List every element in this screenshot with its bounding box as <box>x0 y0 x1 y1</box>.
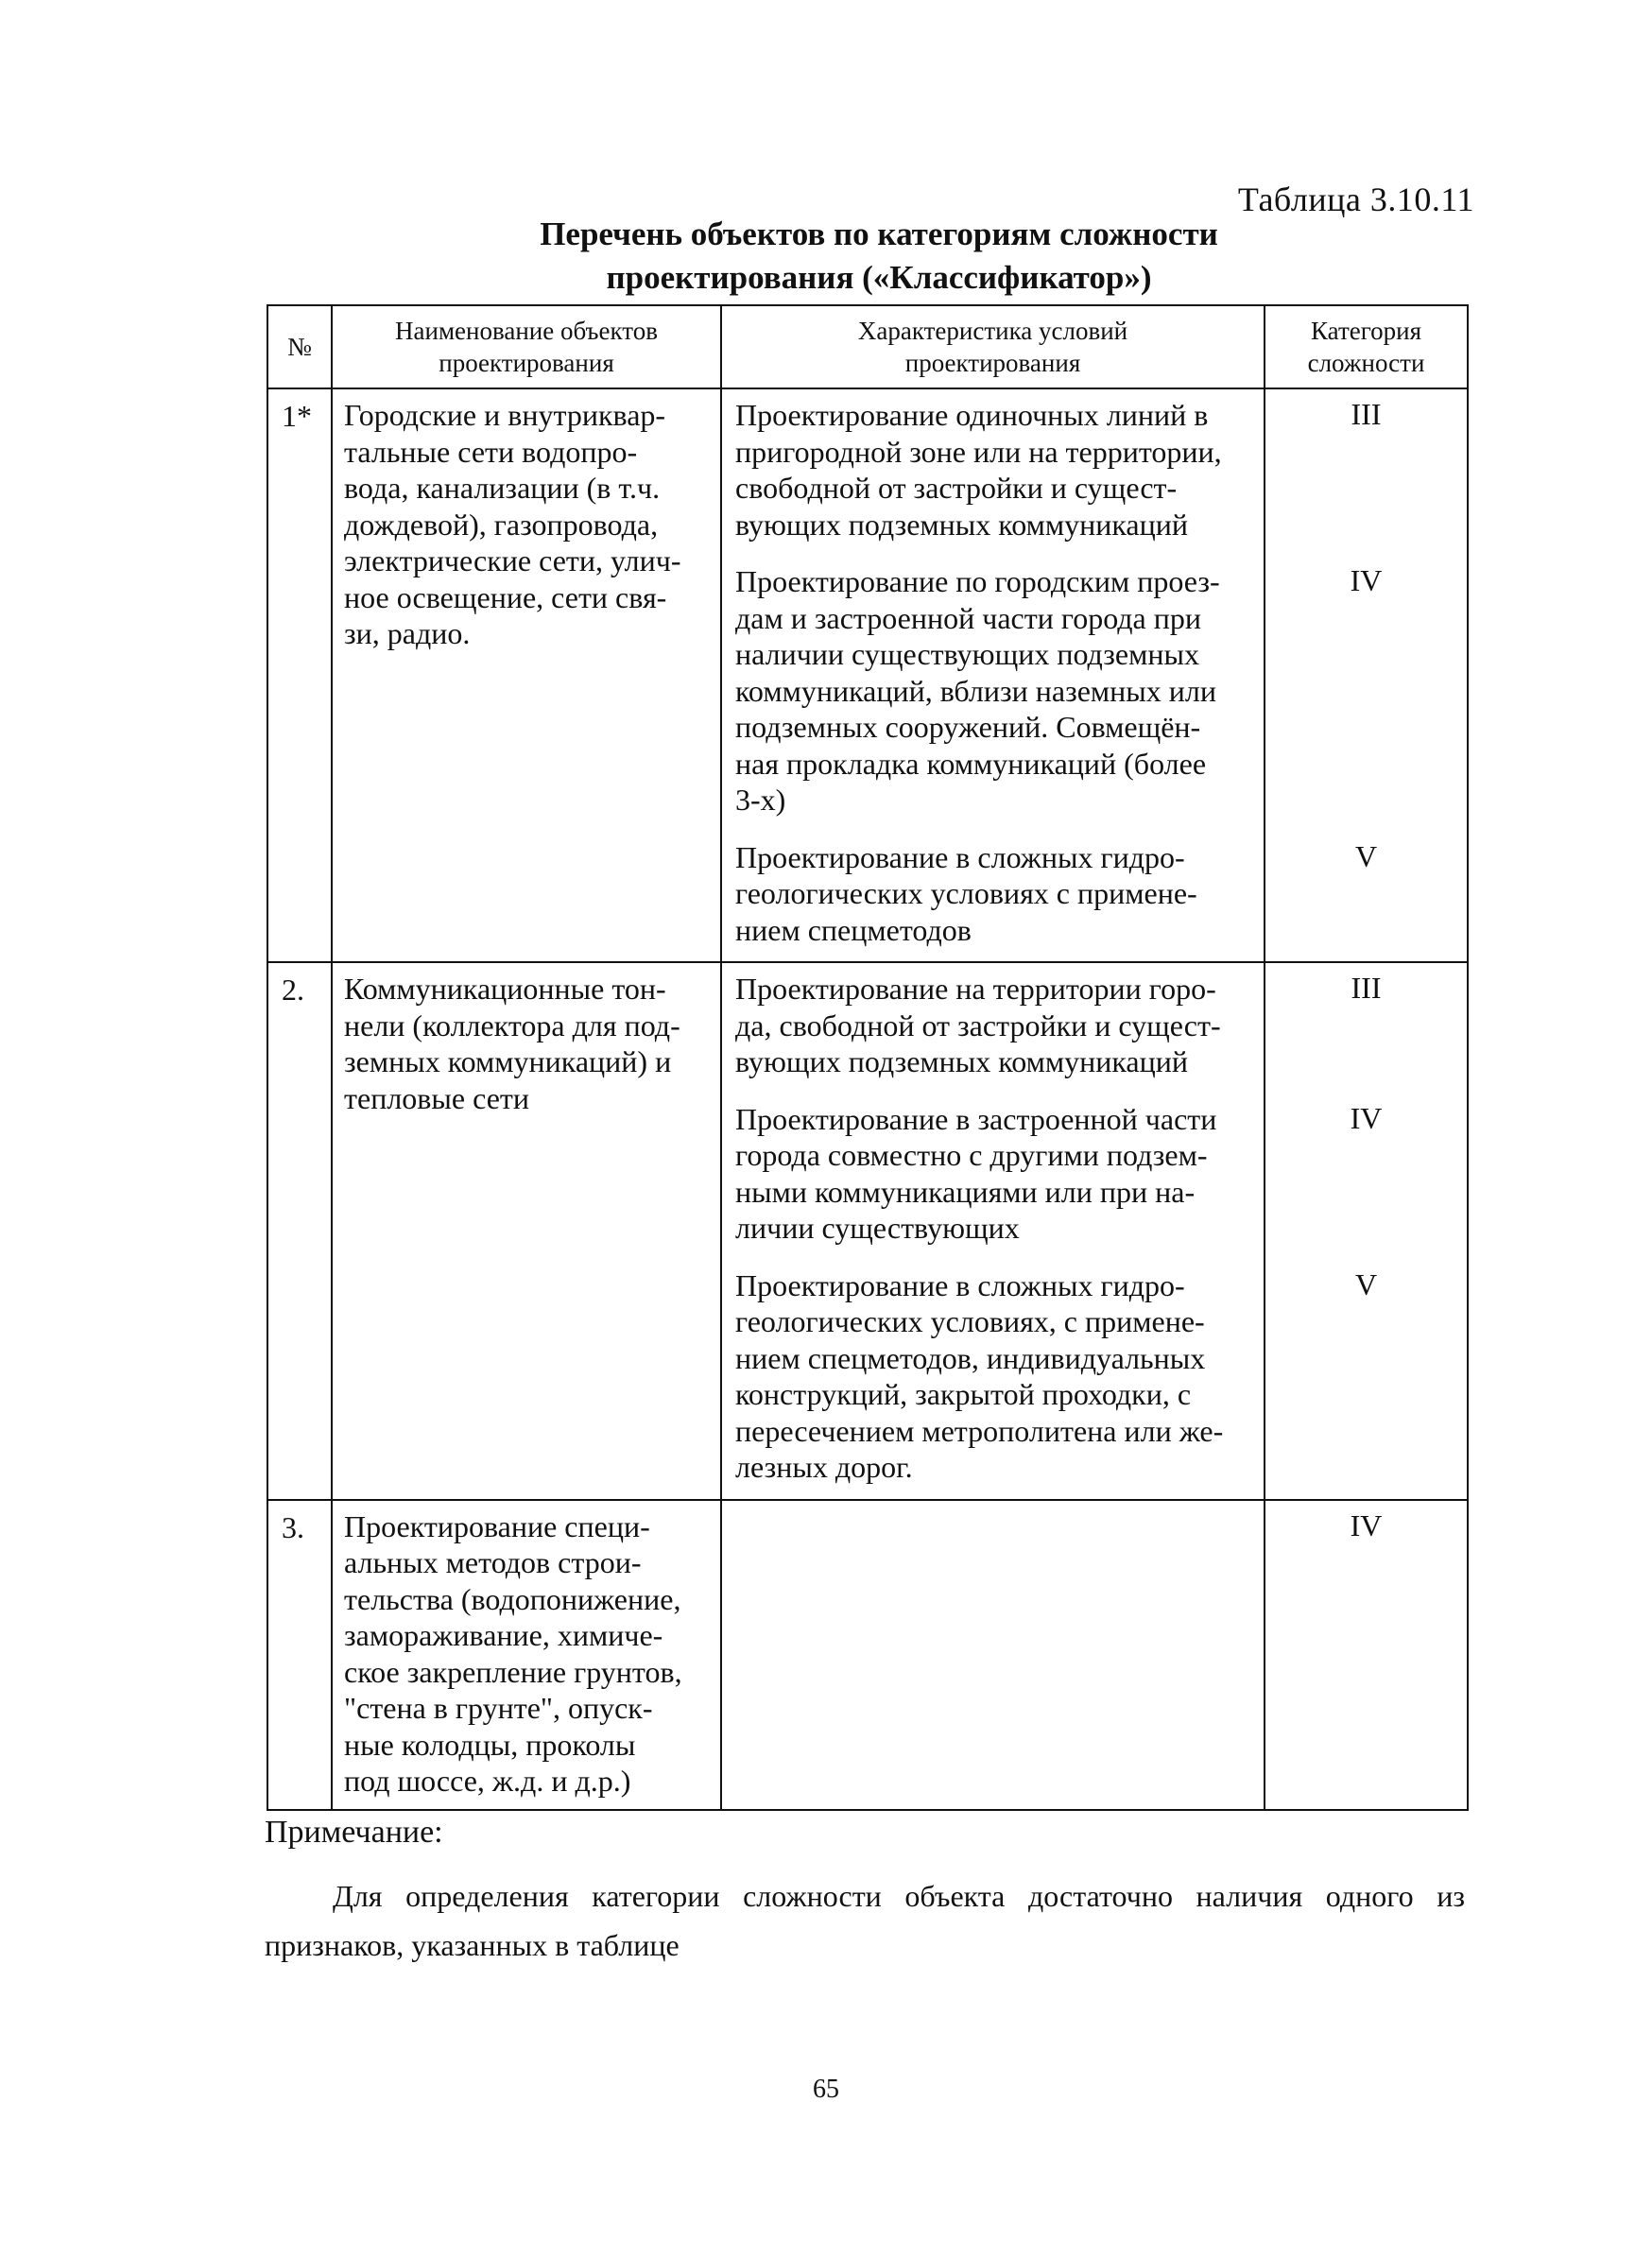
object-name-line: Коммуникационные тон- <box>344 972 666 1006</box>
object-name-line: зи, радио. <box>344 616 471 650</box>
title-line-2: проектирования («Классификатор») <box>606 259 1152 296</box>
condition-line: ная прокладка коммуникаций (более <box>735 746 1207 781</box>
category-value: III <box>1351 971 1382 1005</box>
object-name-line: электрические сети, улич- <box>344 543 681 577</box>
object-name-cell <box>332 388 721 962</box>
condition-line: да, свободной от застройки и сущест- <box>735 1008 1221 1042</box>
object-name-line: тельства (водопонижение, <box>344 1581 681 1616</box>
condition-line: города совместно с другими подзем- <box>735 1138 1208 1172</box>
object-name-line: дождевой), газопровода, <box>344 507 659 542</box>
header-object-name <box>332 305 721 388</box>
object-name-line: "стена в грунте", опуск- <box>344 1691 653 1725</box>
header-name-line-2: проектирования <box>439 349 614 377</box>
condition-line: личии существующих <box>735 1211 1020 1245</box>
condition-line: Проектирование в сложных гидро- <box>735 1267 1185 1302</box>
table-row <box>267 1500 1468 1810</box>
object-name-line: альных методов строи- <box>344 1545 642 1579</box>
condition-item <box>722 1501 1264 1522</box>
category-cell <box>1265 962 1468 1500</box>
conditions-cell <box>721 962 1265 1500</box>
conditions-cell <box>721 1500 1265 1810</box>
title-line-1: Перечень объектов по категориям сложности <box>540 215 1218 252</box>
condition-line: геологических условиях с примене- <box>735 876 1197 910</box>
condition-line: 3-х) <box>735 783 786 817</box>
condition-line: коммуникаций, вблизи наземных или <box>735 673 1216 708</box>
row-number: 3. <box>267 1500 332 1810</box>
object-name-line: Проектирование специ- <box>344 1508 650 1543</box>
row-number: 1* <box>267 388 332 962</box>
condition-line: подземных сооружений. Совмещён- <box>735 710 1201 744</box>
condition-line: нием спецметодов, индивидуальных <box>735 1340 1206 1375</box>
category-value: V <box>1354 1266 1378 1301</box>
condition-line: нием спецметодов <box>735 912 972 947</box>
category-value: III <box>1351 397 1382 431</box>
condition-line: Проектирование одиночных линий в <box>735 398 1209 432</box>
classifier-table <box>267 304 1469 1811</box>
condition-line: геологических условиях, с примене- <box>735 1304 1205 1338</box>
condition-line: Проектирование на территории горо- <box>735 972 1216 1006</box>
object-name-line: ные колодцы, проколы <box>344 1727 636 1762</box>
object-name-line: ское закрепление грунтов, <box>344 1654 682 1689</box>
row-number: 2. <box>267 962 332 1500</box>
condition-line: свободной от застройки и сущест- <box>735 471 1178 505</box>
category-value: V <box>1354 838 1378 873</box>
category-value: IV <box>1350 563 1383 597</box>
condition-line: вующих подземных коммуникаций <box>735 1044 1188 1078</box>
table-header-row <box>267 305 1468 388</box>
object-name-line: тальные сети водопро- <box>344 434 638 469</box>
condition-line: конструкций, закрытой проходки, с <box>735 1377 1192 1411</box>
condition-item <box>722 832 1264 962</box>
object-name-line: Городские и внутриквар- <box>344 398 666 432</box>
condition-item <box>722 556 1264 832</box>
object-name-cell <box>332 1500 721 1810</box>
header-conditions <box>721 305 1265 388</box>
table-title <box>321 213 1437 300</box>
condition-line: дам и застроенной части города при <box>735 600 1201 635</box>
conditions-cell <box>721 388 1265 962</box>
header-category <box>1265 305 1468 388</box>
header-cat-line-1: Категория <box>1311 317 1421 345</box>
condition-line: Проектирование в сложных гидро- <box>735 839 1185 874</box>
header-cat-line-2: сложности <box>1307 349 1425 377</box>
object-name-line: тепловые сети <box>344 1080 529 1115</box>
header-number: № <box>267 305 332 388</box>
condition-line: вующих подземных коммуникаций <box>735 507 1188 542</box>
category-cell <box>1265 1500 1468 1810</box>
object-name-line: нели (коллектора для под- <box>344 1008 680 1042</box>
table-label: Таблица 3.10.11 <box>1237 181 1474 218</box>
category-value: IV <box>1350 1100 1383 1135</box>
condition-item <box>722 963 1264 1094</box>
header-cond-line-1: Характеристика условий <box>857 317 1128 345</box>
condition-item <box>722 1260 1264 1499</box>
object-name-line: вода, канализации (в т.ч. <box>344 471 661 505</box>
header-name-line-1: Наименование объектов <box>395 317 658 345</box>
condition-line: Проектирование по городским проез- <box>735 564 1220 598</box>
note-heading: Примечание: <box>265 1815 443 1850</box>
condition-item <box>722 1094 1264 1260</box>
table-row <box>267 962 1468 1500</box>
page-number: 65 <box>813 2075 839 2104</box>
condition-line: ными коммуникациями или при на- <box>735 1174 1196 1209</box>
condition-line: пригородной зоне или на территории, <box>735 434 1222 469</box>
object-name-line: под шоссе, ж.д. и д.р.) <box>344 1764 631 1798</box>
object-name-cell <box>332 962 721 1500</box>
header-cond-line-2: проектирования <box>904 349 1081 377</box>
condition-line: пересечением метрополитена или же- <box>735 1413 1224 1448</box>
category-cell <box>1265 388 1468 962</box>
object-name-line: замораживание, химиче- <box>344 1618 663 1652</box>
object-name-line: земных коммуникаций) и <box>344 1044 672 1078</box>
note-text: Для определения категории сложности объекта достаточно наличия одного из признаков, указанных в таблице <box>265 1879 1465 1962</box>
condition-line: лезных дорог. <box>735 1450 913 1484</box>
condition-line: Проектирование в застроенной части <box>735 1101 1217 1136</box>
condition-item <box>722 389 1264 556</box>
condition-line: наличии существующих подземных <box>735 637 1199 671</box>
category-value: IV <box>1350 1508 1383 1542</box>
object-name-line: ное освещение, сети свя- <box>344 579 667 614</box>
table-row <box>267 388 1468 962</box>
